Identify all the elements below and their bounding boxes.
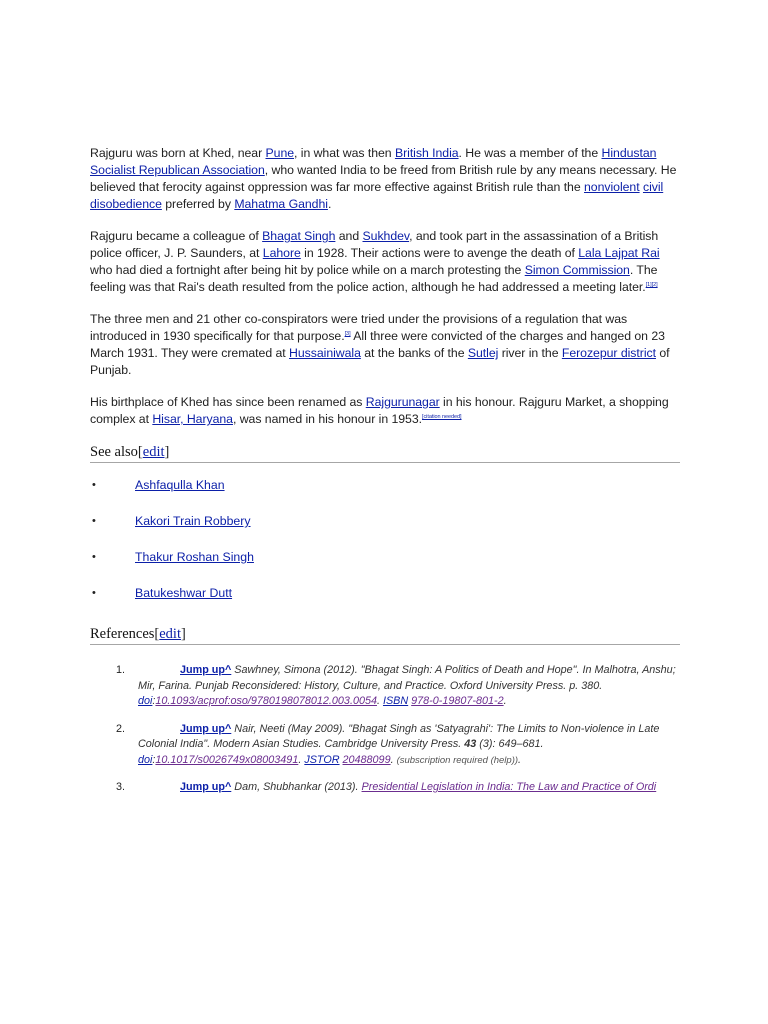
link-sukhdev[interactable]: Sukhdev <box>362 229 410 243</box>
link-ashfaqulla-khan[interactable]: Ashfaqulla Khan <box>135 478 225 492</box>
link-lala-lajpat-rai[interactable]: Lala Lajpat Rai <box>578 246 660 260</box>
link-bhagat-singh[interactable]: Bhagat Singh <box>262 229 336 243</box>
text: Rajguru was born at Khed, near <box>90 146 266 160</box>
link-jstor-value[interactable]: 20488099 <box>342 753 391 766</box>
text: who had died a fortnight after being hit by police while on a march protesting the <box>90 263 525 277</box>
text: in 1928. Their actions were to avenge the death of <box>300 246 579 260</box>
link-nonviolent[interactable]: nonviolent <box>584 180 640 194</box>
list-item <box>90 585 680 621</box>
edit-link[interactable]: edit <box>142 444 165 460</box>
citation-link[interactable]: [1][2] <box>645 282 658 288</box>
text: . <box>376 695 383 707</box>
link-doi-value[interactable]: 10.1093/acprof:oso/9780198078012.003.0054 <box>155 695 377 707</box>
text: : <box>152 695 156 707</box>
jump-up-link[interactable]: Jump up^ <box>180 664 232 676</box>
link-pune[interactable]: Pune <box>265 146 295 160</box>
edit-link[interactable]: edit <box>159 626 181 642</box>
link-batukeshwar-dutt[interactable]: Batukeshwar Dutt <box>135 586 233 600</box>
references-list <box>90 663 680 796</box>
bullet-icon: • <box>92 551 96 563</box>
text: . <box>503 695 507 707</box>
reference-number: 2. <box>116 722 126 735</box>
list-item <box>90 477 680 513</box>
text: , in what was then <box>294 146 395 160</box>
see-also-list <box>90 477 680 621</box>
text: . <box>390 753 397 766</box>
text: . The feeling was that Rai's death resulted from the police action, although he had addressed a meeting later. <box>90 263 658 294</box>
heading-text: See also <box>90 444 138 460</box>
link-ferozepur-district[interactable]: Ferozepur district <box>561 346 656 360</box>
text: Sawhney, Simona (2012). "Bhagat Singh: A Politics of Death and Hope". In Malhotra, Anshu; Mir, Farina. Punjab Reconsidered: History, Culture, and Practice. Oxford University Press. p. 380. <box>138 664 676 692</box>
text: His birthplace of Khed has since been renamed as <box>90 395 366 409</box>
text: of Punjab. <box>90 346 670 377</box>
link-simon-commission[interactable]: Simon Commission <box>524 263 630 277</box>
text: : <box>152 753 156 766</box>
text: , was named in his honour in 1953. <box>232 412 422 426</box>
link-jstor[interactable]: JSTOR <box>304 753 340 766</box>
text: The three men and 21 other co-conspirators were tried under the provisions of a regulation that was introduced in 1930 specifically for that purpose. <box>90 312 628 343</box>
link-thakur-roshan-singh[interactable]: Thakur Roshan Singh <box>135 550 254 564</box>
link-sutlej[interactable]: Sutlej <box>467 346 499 360</box>
citation-needed-link[interactable]: [citation needed] <box>422 414 462 420</box>
jump-up-link[interactable]: Jump up^ <box>180 781 232 793</box>
text: and <box>335 229 363 243</box>
link-rajgurunagar[interactable]: Rajgurunagar <box>365 395 440 409</box>
list-item <box>90 549 680 585</box>
link-hussainiwala[interactable]: Hussainiwala <box>289 346 361 360</box>
link-civil-disobedience[interactable]: civil disobedience <box>90 180 664 211</box>
text: Rajguru became a colleague of <box>90 229 263 243</box>
link-doi[interactable]: doi <box>138 695 153 707</box>
bullet-icon: • <box>92 479 96 491</box>
text: . <box>298 753 305 766</box>
text: preferred by <box>161 197 235 211</box>
reference-number: 1. <box>116 664 126 676</box>
link-lahore[interactable]: Lahore <box>262 246 301 260</box>
text: (3): 649–681. <box>476 738 544 750</box>
paragraph-assassination <box>90 228 680 296</box>
citation-link[interactable]: [3] <box>344 331 351 337</box>
paragraph-trial <box>90 311 680 379</box>
text: All three were convicted of the charges and hanged on 23 March 1931. They were cremated at <box>90 329 665 360</box>
link-british-india[interactable]: British India <box>394 146 459 160</box>
bullet-icon: • <box>92 515 96 527</box>
reference-item <box>90 663 678 710</box>
paragraph-legacy <box>90 394 680 428</box>
link-doi-value[interactable]: 10.1017/s0026749x08003491 <box>155 753 299 766</box>
volume-number: 43 <box>464 738 477 750</box>
link-hisar-haryana[interactable]: Hisar, Haryana <box>152 412 233 426</box>
text: river in the <box>498 346 562 360</box>
text: . <box>327 197 332 211</box>
list-item <box>90 513 680 549</box>
text: . He was a member of the <box>458 146 602 160</box>
text: at the banks of the <box>360 346 468 360</box>
link-hsra[interactable]: Hindustan Socialist Republican Association <box>90 146 657 177</box>
article-body <box>90 145 680 808</box>
section-heading-references: References[edit] <box>90 625 680 645</box>
paragraph-early-life <box>90 145 680 213</box>
link-reference-title[interactable]: Presidential Legislation in India: The Law and Practice of Ordi <box>361 781 657 793</box>
reference-item <box>90 722 678 769</box>
text: Dam, Shubhankar (2013). <box>231 781 362 793</box>
reference-item <box>90 780 678 796</box>
jump-up-link[interactable]: Jump up^ <box>180 722 232 735</box>
reference-number: 3. <box>116 781 126 793</box>
heading-text: References <box>90 626 155 642</box>
link-doi[interactable]: doi <box>138 753 153 766</box>
text: Nair, Neeti (May 2009). "Bhagat Singh as 'Satyagrahi': The Limits to Non-violence in Late Colonial India". Modern Asian Studies. Cambridge University Press. <box>138 722 660 750</box>
text: , and took part in the assassination of a British police officer, J. P. Saunders, at <box>90 229 659 260</box>
bullet-icon: • <box>92 587 96 599</box>
section-heading-see-also: See also[edit] <box>90 443 680 463</box>
link-isbn[interactable]: ISBN <box>382 695 409 707</box>
text: in his honour. Rajguru Market, a shopping complex at <box>90 395 669 426</box>
text: , who wanted India to be freed from British rule by any means necessary. He believed that ferocity against oppression was far more effective against British rule than the <box>90 163 677 194</box>
text: . <box>518 753 522 766</box>
link-mahatma-gandhi[interactable]: Mahatma Gandhi <box>234 197 328 211</box>
link-kakori-train-robbery[interactable]: Kakori Train Robbery <box>135 514 251 528</box>
link-isbn-value[interactable]: 978-0-19807-801-2 <box>411 695 504 707</box>
subscription-note: (subscription required (help)) <box>396 754 519 766</box>
